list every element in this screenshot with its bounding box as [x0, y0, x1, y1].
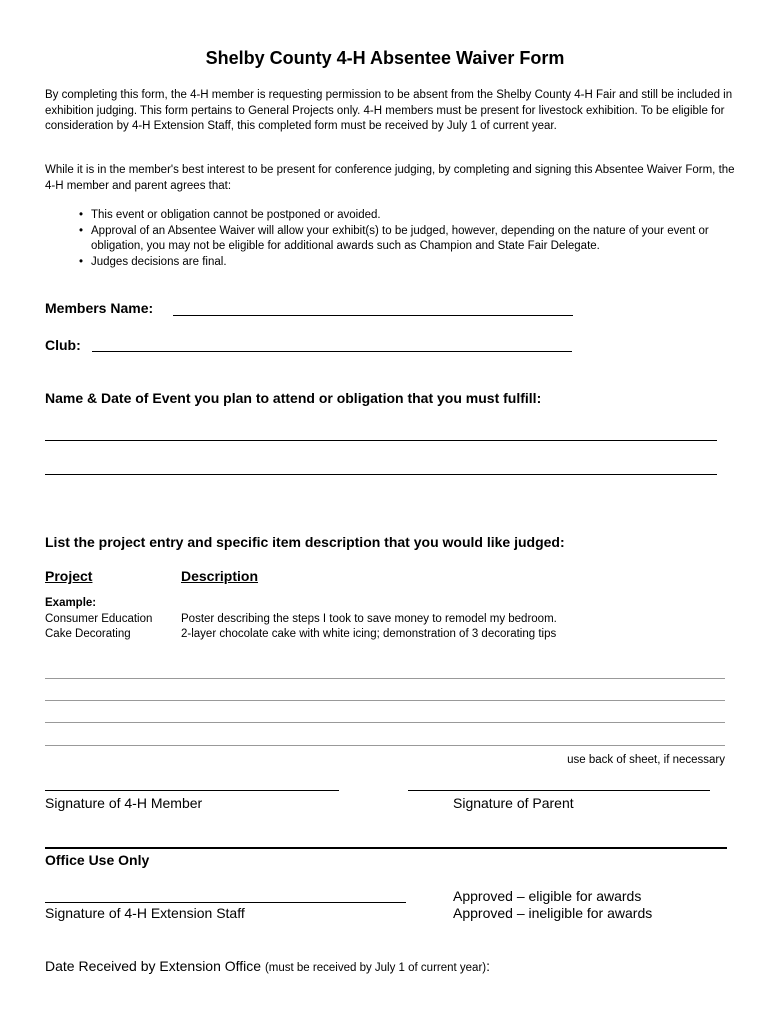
staff-signature-line[interactable] [45, 902, 406, 903]
projects-prompt: List the project entry and specific item description that you would like judged: [45, 534, 565, 550]
approved-ineligible-option[interactable]: Approved – ineligible for awards [453, 905, 653, 921]
members-name-label: Members Name: [45, 300, 154, 316]
parent-signature-label: Signature of Parent [453, 795, 574, 811]
project-entry-line[interactable] [45, 722, 725, 723]
event-prompt: Name & Date of Event you plan to attend or obligation that you must fulfill: [45, 390, 542, 406]
example-project: Consumer Education [45, 613, 153, 625]
event-line-1[interactable] [45, 440, 717, 441]
date-received-colon: : [486, 958, 491, 974]
member-signature-label: Signature of 4-H Member [45, 795, 203, 811]
project-entry-line[interactable] [45, 700, 725, 701]
date-received-row [45, 958, 490, 974]
approved-eligible-option[interactable]: Approved – eligible for awards [453, 888, 642, 904]
project-entry-line[interactable] [45, 745, 725, 746]
project-column-header: Project [45, 568, 93, 584]
agreement-list [79, 208, 729, 270]
form-title: Shelby County 4-H Absentee Waiver Form [205, 48, 565, 68]
club-field[interactable] [92, 351, 572, 352]
member-signature-line[interactable] [45, 790, 339, 791]
office-divider [45, 847, 727, 849]
agreement-paragraph: While it is in the member's best interest to be present for conference judging, by completing and signing this Absentee Waiver Form, the 4-H member and parent agrees that: [45, 164, 735, 192]
example-label: Example: [45, 597, 97, 609]
date-received-note: (must be received by July 1 of current year) [264, 962, 487, 974]
members-name-field[interactable] [173, 315, 573, 316]
agreement-item: • Judges decisions are final. [79, 255, 729, 271]
staff-signature-label: Signature of 4-H Extension Staff [45, 905, 245, 921]
back-of-sheet-note: use back of sheet, if necessary [567, 754, 725, 766]
project-entry-line[interactable] [45, 678, 725, 679]
agreement-item: • This event or obligation cannot be postponed or avoided. [79, 208, 729, 224]
description-column-header: Description [181, 568, 259, 584]
intro-paragraph: By completing this form, the 4-H member is requesting permission to be absent from the Shelby County 4-H Fair and still be included in exhibition judging. This form pertains to General Projects only. 4-H members must be present for livestock exhibition. To be eligible for consideration by 4-H Extension Staff, this completed form must be received by July 1 of current year. [45, 89, 733, 132]
agreement-item: • Approval of an Absentee Waiver will allow your exhibit(s) to be judged, however, depending on the nature of your event or obligation, you may not be eligible for additional awards such as Champion and State Fair Delegate. [79, 224, 729, 255]
example-description: 2-layer chocolate cake with white icing; demonstration of 3 decorating tips [181, 628, 557, 640]
event-line-2[interactable] [45, 474, 717, 475]
parent-signature-line[interactable] [408, 790, 710, 791]
club-label: Club: [45, 337, 81, 353]
date-received-label: Date Received by Extension Office [45, 958, 262, 974]
example-project: Cake Decorating [45, 628, 131, 640]
example-description: Poster describing the steps I took to save money to remodel my bedroom. [181, 613, 557, 625]
office-use-heading: Office Use Only [45, 852, 150, 868]
